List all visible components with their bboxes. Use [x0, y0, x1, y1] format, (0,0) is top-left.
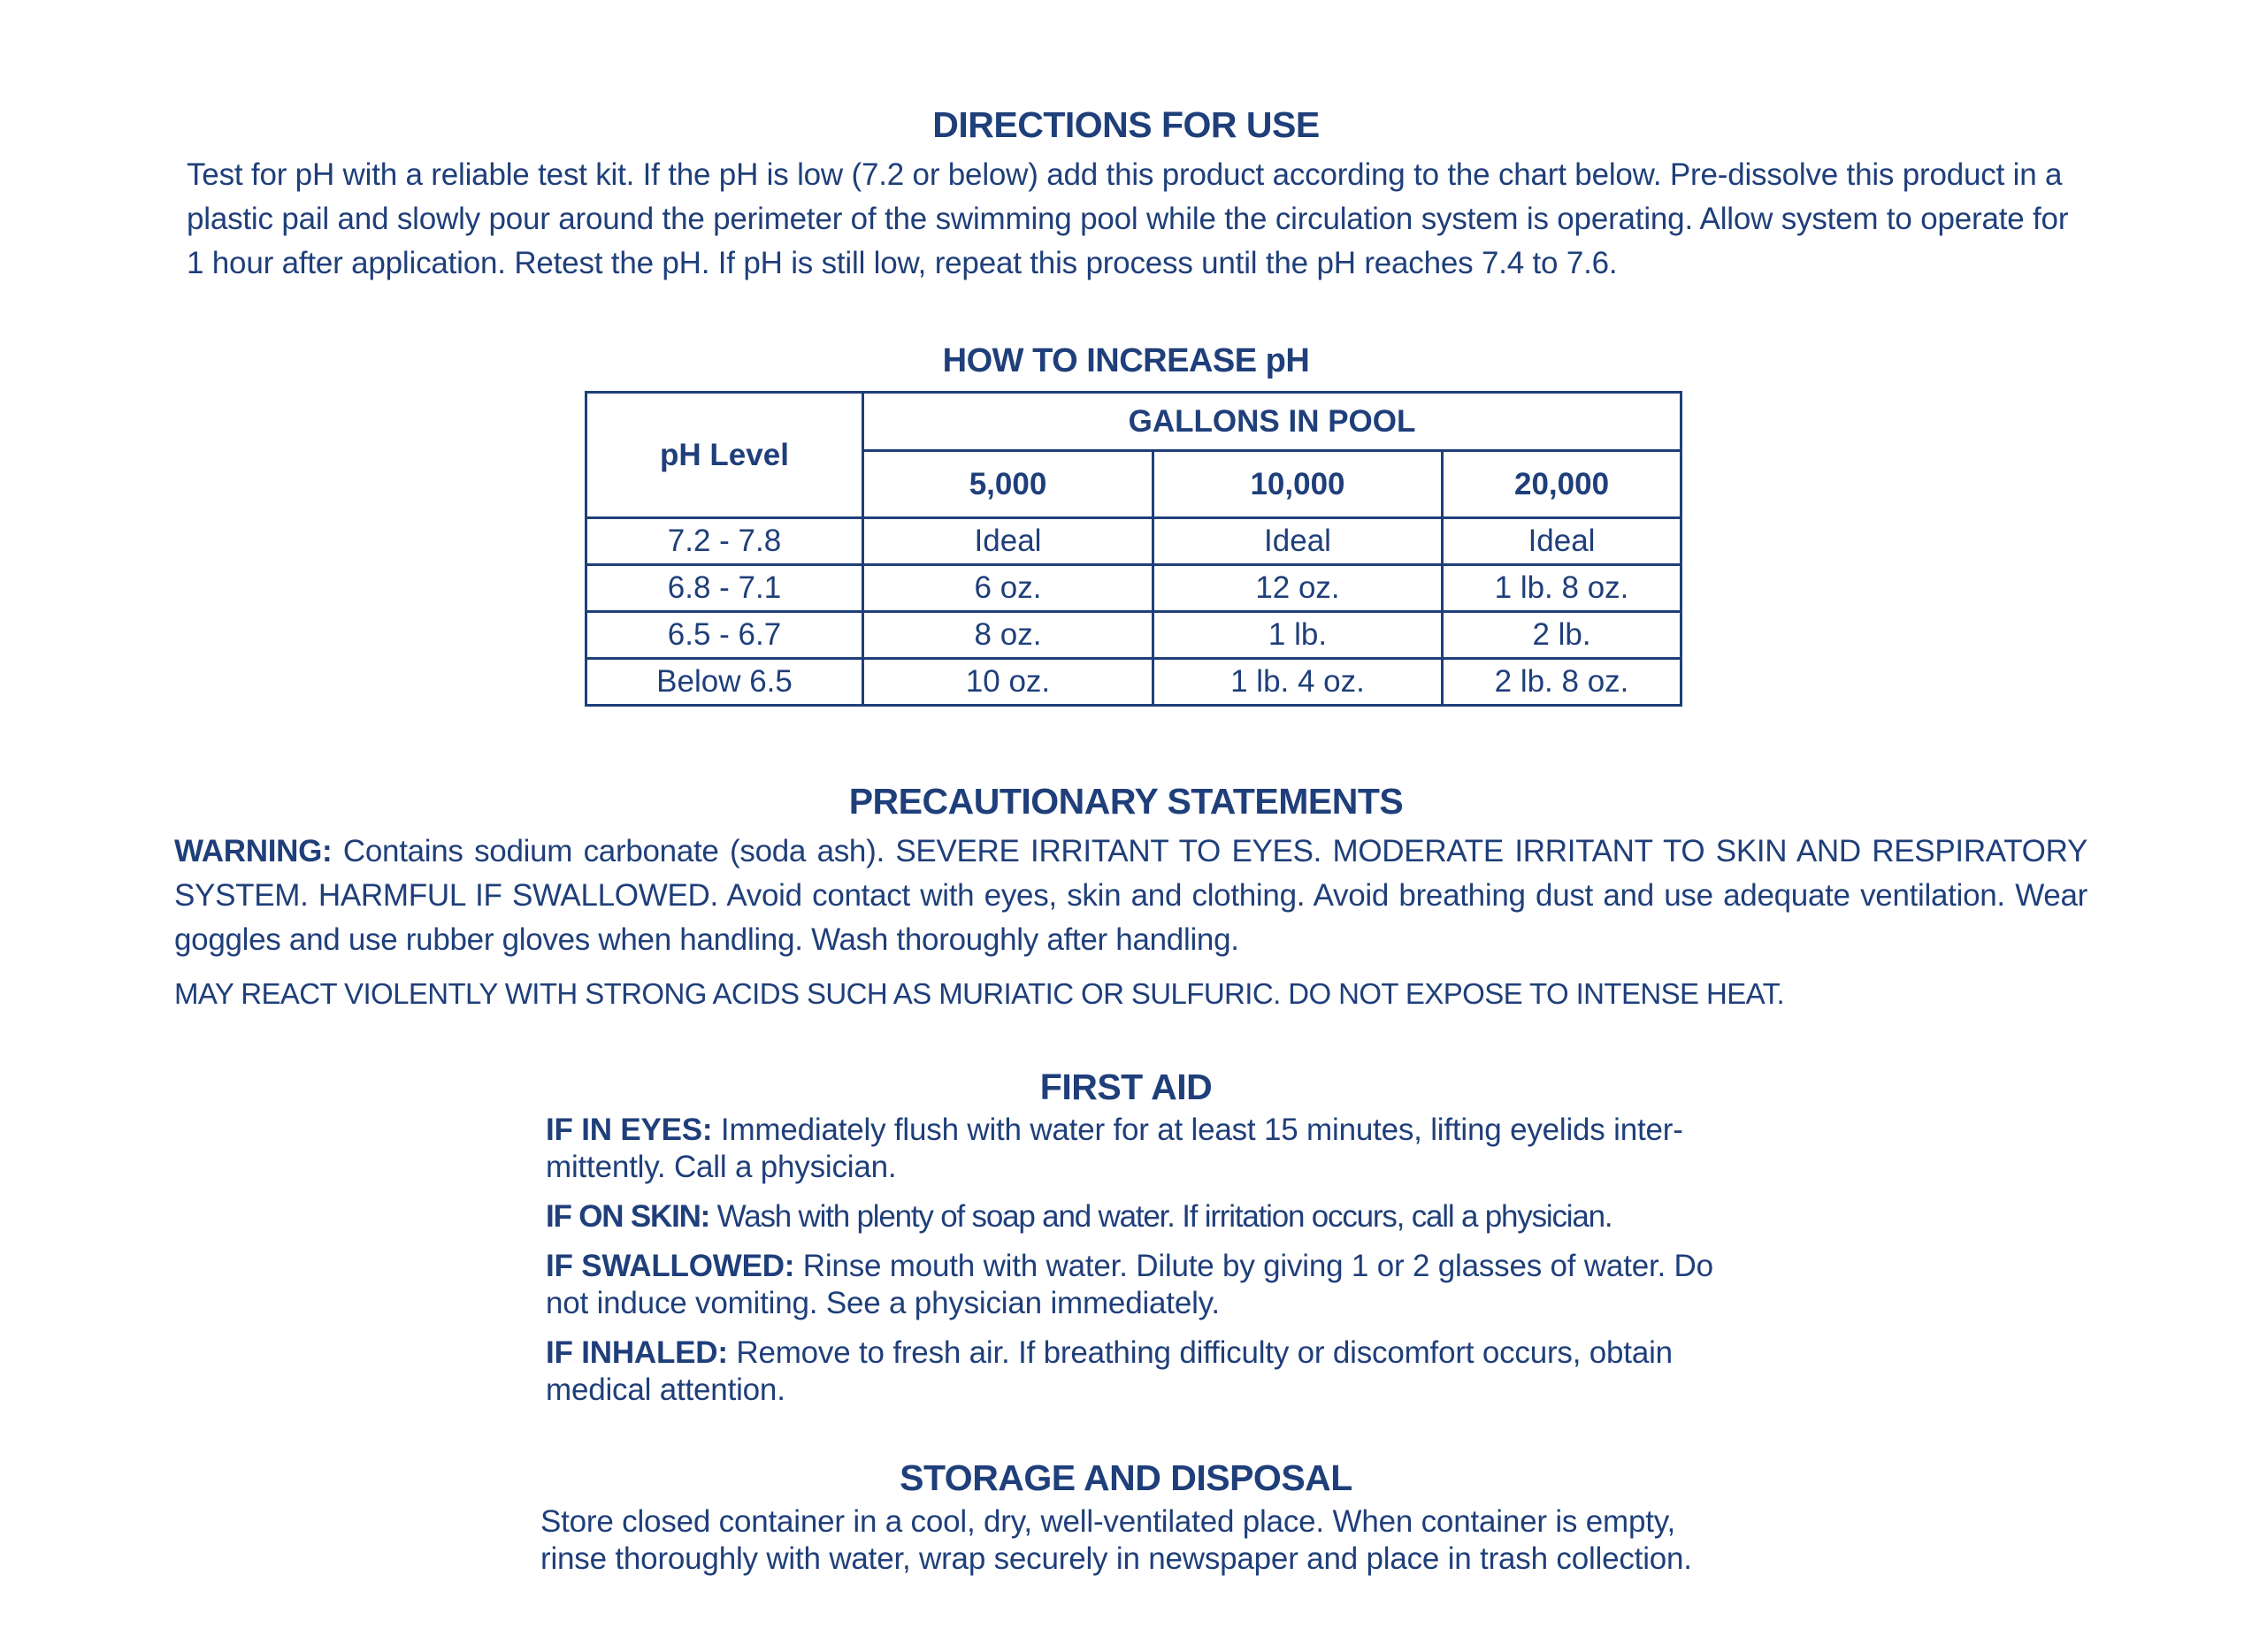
dose-cell: 12 oz.: [1153, 565, 1443, 612]
first-aid-item-skin: [546, 1198, 1731, 1235]
reactivity-statement: MAY REACT VIOLENTLY WITH STRONG ACIDS SUCH AS MURIATIC OR SULFURIC. DO NOT EXPOSE TO INTENSE HEAT.: [174, 977, 1785, 1010]
storage-text: Store closed container in a cool, dry, well-ventilated place. When container is empty, rinse thoroughly with water, wrap securely in newspaper and place in trash collection.: [540, 1504, 1692, 1576]
storage-title: STORAGE AND DISPOSAL: [900, 1457, 1352, 1498]
dose-cell: 1 lb.: [1153, 612, 1443, 659]
first-aid-label: IF INHALED:: [546, 1335, 728, 1370]
directions-text: Test for pH with a reliable test kit. If the pH is low (7.2 or below) add this product according to the chart below. Pre-dissolve this product in a plastic pail and slowly pour around the perimeter of the swimming pool while the circulation system is operating. Allow system to operate for 1 hour after application. Retest the pH. If pH is still low, repeat this process until the pH reaches 7.4 to 7.6.: [187, 157, 2069, 280]
dose-cell: 8 oz.: [863, 612, 1153, 659]
first-aid-label: IF SWALLOWED:: [546, 1249, 795, 1283]
table-row: [586, 518, 1681, 565]
table-row: [586, 565, 1681, 612]
ph-level-cell: 6.8 - 7.1: [586, 565, 863, 612]
dose-cell: 2 lb.: [1443, 612, 1681, 659]
first-aid-label: IF ON SKIN:: [546, 1199, 710, 1234]
warning-label: WARNING:: [174, 834, 333, 868]
first-aid-label: IF IN EYES:: [546, 1113, 713, 1147]
dose-cell: 2 lb. 8 oz.: [1443, 659, 1681, 706]
gallons-group-header: GALLONS IN POOL: [863, 393, 1681, 451]
first-aid-item-swallowed: [546, 1248, 1731, 1322]
dose-cell: 10 oz.: [863, 659, 1153, 706]
precautionary-title: PRECAUTIONARY STATEMENTS: [848, 781, 1404, 822]
ph-level-header: pH Level: [586, 393, 863, 518]
dose-cell: Ideal: [1443, 518, 1681, 565]
warning-text: Contains sodium carbonate (soda ash). SEVERE IRRITANT TO EYES. MODERATE IRRITANT TO SKIN AND RESPIRATORY SYSTEM. HARMFUL IF SWALLOWED. Avoid contact with eyes, skin and clothing. Avoid breathing dust and use adequate ventilation. Wear goggles and use rubber gloves when handling. Wash thoroughly after handling.: [174, 834, 2087, 957]
dose-cell: 6 oz.: [863, 565, 1153, 612]
gallons-header: 5,000: [863, 451, 1153, 518]
first-aid-text: Remove to fresh air. If breathing difficulty or discomfort occurs, obtain medical attention.: [546, 1335, 1673, 1407]
first-aid-list: [546, 1112, 1731, 1409]
first-aid-text: Rinse mouth with water. Dilute by giving 1 or 2 glasses of water. Do not induce vomiting. See a physician immediately.: [546, 1249, 1713, 1320]
ph-level-cell: Below 6.5: [586, 659, 863, 706]
ph-dosage-table: [585, 391, 1682, 707]
dose-cell: 1 lb. 4 oz.: [1153, 659, 1443, 706]
ph-level-cell: 6.5 - 6.7: [586, 612, 863, 659]
first-aid-title: FIRST AID: [1039, 1067, 1213, 1107]
first-aid-item-eyes: [546, 1112, 1731, 1186]
first-aid-text: Wash with plenty of soap and water. If irritation occurs, call a physician.: [709, 1199, 1612, 1234]
table-row: [586, 612, 1681, 659]
warning-paragraph: [174, 830, 2087, 962]
ph-level-cell: 7.2 - 7.8: [586, 518, 863, 565]
gallons-header: 20,000: [1443, 451, 1681, 518]
dose-cell: Ideal: [1153, 518, 1443, 565]
directions-title: DIRECTIONS FOR USE: [932, 104, 1320, 145]
table-row: [586, 659, 1681, 706]
gallons-header: 10,000: [1153, 451, 1443, 518]
dose-cell: Ideal: [863, 518, 1153, 565]
first-aid-text: Immediately flush with water for at least 15 minutes, lifting eyelids inter-mittently. Call a physician.: [546, 1113, 1683, 1184]
first-aid-item-inhaled: [546, 1335, 1731, 1409]
dose-cell: 1 lb. 8 oz.: [1443, 565, 1681, 612]
ph-table-title: HOW TO INCREASE pH: [942, 342, 1310, 379]
